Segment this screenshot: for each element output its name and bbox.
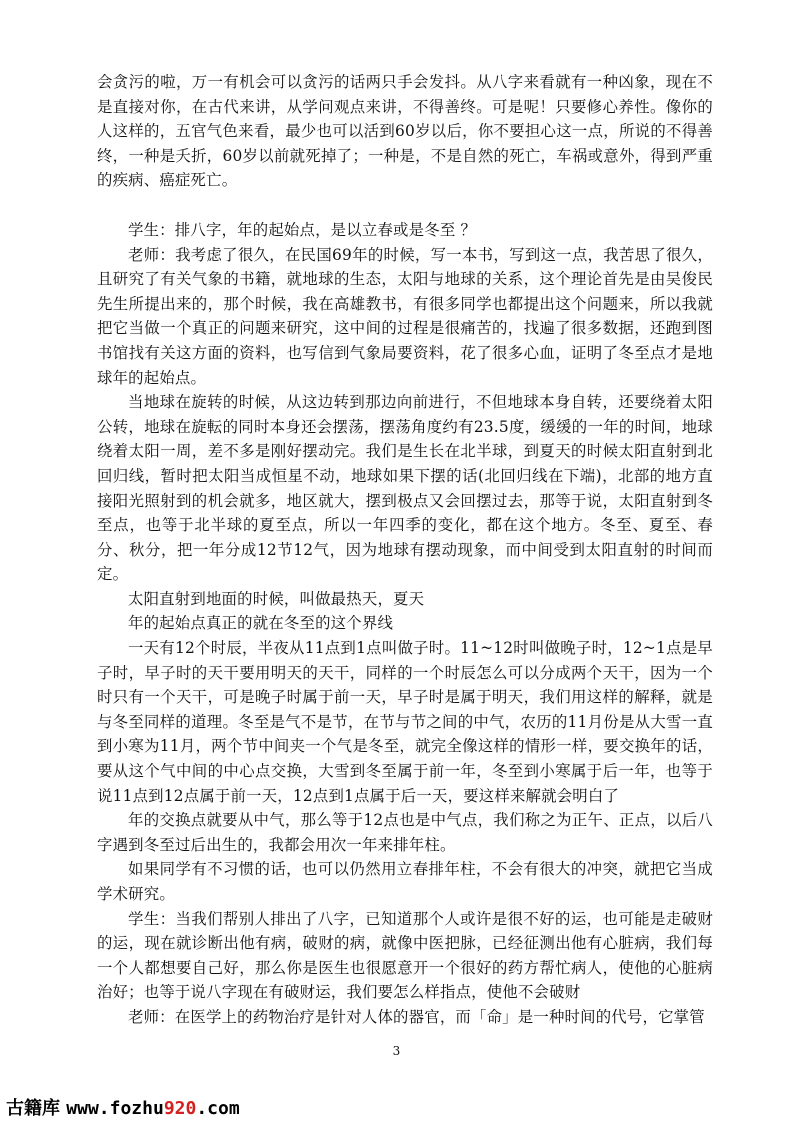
watermark-url: www.fozhu920.com — [66, 1098, 240, 1119]
paragraph: 老师：我考虑了很久，在民国69年的时候，写一本书，写到这一点，我苦思了很久，且研究了有关气象的书籍，就地球的生态，太阳与地球的关系，这个理论首先是由吴俊民先生所提出来的，那个时候，我在高雄教书，有很多同学也都提出这个问题来，所以我就把它当做一个真正的问题来研究，这中间的过程是很痛苦的，找遍了很多数据，还跑到图书馆找有关这方面的资料，也写信到气象局要资料，花了很多心血，证明了冬至点才是地球年的起始点。 — [97, 245, 713, 387]
paragraph: 学生：当我们帮别人排出了八字，已知道那个人或许是很不好的运，也可能是走破财的运，现在就诊断出他有病，破财的病，就像中医把脉，已经征测出他有心脏病，我们每一个人都想要自己好，那么你是医生也很愿意开一个很好的药方帮忙病人，使他的心脏病治好；也等于说八字现在有破财运，我们要怎么样指点，使他不会破财 — [97, 909, 713, 1002]
paragraph: 如果同学有不习惯的话，也可以仍然用立春排年柱，不会有很大的冲突，就把它当成学术研究。 — [97, 860, 713, 903]
paragraph: 太阳直射到地面的时候，叫做最热天，夏天 — [128, 589, 425, 608]
watermark-brand: 古籍库 — [6, 1098, 60, 1119]
paragraph: 年的交换点就要从中气，那么等于12点也是中气点，我们称之为正午、正点，以后八字遇到冬至过后出生的，我都会用次一年来排年柱。 — [97, 811, 713, 854]
page-number: 3 — [392, 1044, 401, 1058]
paragraph: 老师：在医学上的药物治疗是针对人体的器官，而「命」是一种时间的代号，它掌管 — [128, 1007, 705, 1026]
site-watermark — [6, 1094, 240, 1120]
paragraph: 会贪污的啦，万一有机会可以贪污的话两只手会发抖。从八字来看就有一种凶象，现在不是直接对你，在古代来讲，从学问观点来讲，不得善终。可是呢！只要修心养性。像你的人这样的，五官气色来看，最少也可以活到60岁以后，你不要担心这一点，所说的不得善终，一种是夭折，60岁以前就死掉了；一种是，不是自然的死亡，车祸或意外，得到严重的疾病、癌症死亡。 — [97, 73, 713, 190]
paragraph: 当地球在旋转的时候，从这边转到那边向前进行，不但地球本身自转，还要绕着太阳公转，地球在旋転的同时本身还会摆荡，摆荡角度约有23.5度，缓缓的一年的时间，地球绕着太阳一周，差不多是刚好摆动完。我们是生长在北半球，到夏天的时候太阳直射到北回归线，暂时把太阳当成恒星不动，地球如果下摆的话(北回归线在下端)，北部的地方直接阳光照射到的机会就多，地区就大，摆到极点又会回摆过去，那等于说，太阳直射到冬至点，也等于北半球的夏至点，所以一年四季的变化，都在这个地方。冬至、夏至、春分、秋分，把一年分成12节12气，因为地球有摆动现象，而中间受到太阳直射的时间而定。 — [97, 393, 713, 584]
paragraph: 学生：排八字，年的起始点，是以立春或是冬至 ？ — [128, 220, 477, 239]
paragraph-gap — [97, 193, 713, 218]
document-body — [97, 70, 713, 1030]
paragraph: 一天有12个时辰，半夜从11点到1点叫做子时。11~12时叫做晚子时，12~1点是早子时，早子时的天干要用明天的天干，同样的一个时辰怎么可以分成两个天干，因为一个时只有一个天干，可是晚子时属于前一天，早子时是属于明天，我们用这样的解释，就是与冬至同样的道理。冬至是气不是节，在节与节之间的中气，农历的11月份是从大雪一直到小寒为11月，两个节中间夹一个气是冬至，就完全像这样的情形一样，要交换年的话，要从这个气中间的中心点交换，大雪到冬至属于前一年，冬至到小寒属于后一年，也等于说11点到12点属于前一天，12点到1点属于后一天，要这样来解就会明白了 — [97, 639, 713, 805]
paragraph: 年的起始点真正的就在冬至的这个界线 — [128, 614, 394, 633]
